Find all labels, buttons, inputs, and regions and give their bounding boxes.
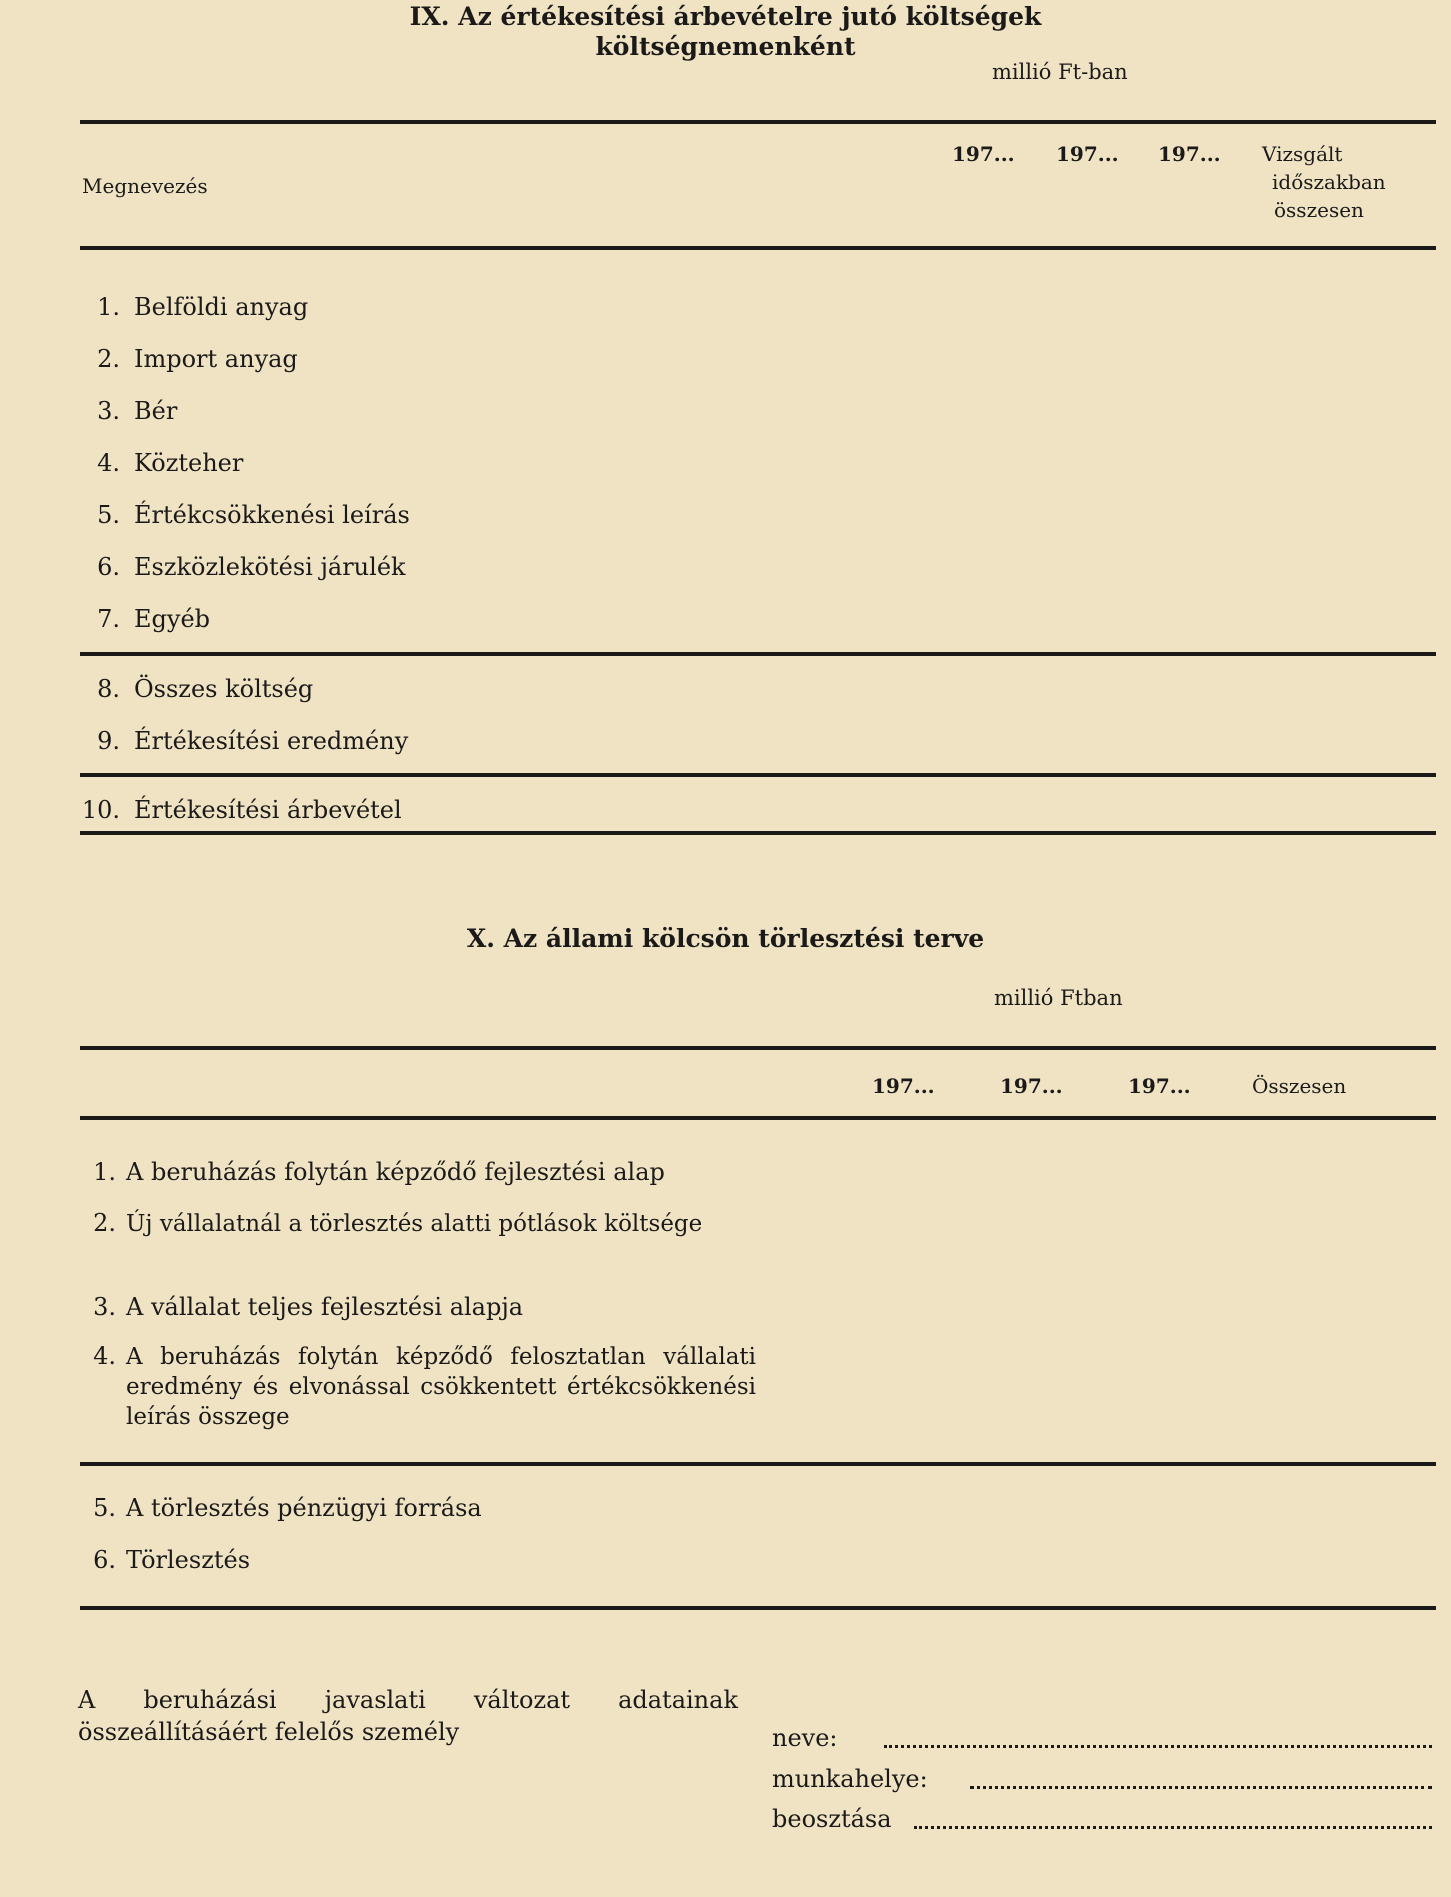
section10-unit: millió Ftban [994,986,1123,1010]
name-field[interactable] [884,1745,1432,1748]
section10-header-year3: 197... [1128,1074,1191,1098]
workplace-label: munkahelye: [772,1765,928,1793]
section10-header-total: Összesen [1252,1074,1347,1098]
section10-title: X. Az állami kölcsön törlesztési terve [466,924,985,953]
position-label: beosztása [772,1805,892,1833]
section10-header-rule [80,1116,1436,1120]
section9-header-year2: 197... [1056,142,1119,166]
section9-unit: millió Ft-ban [992,60,1128,84]
section9-top-rule [80,120,1436,124]
section9-row: 5. Értékcsökkenési leírás [97,501,410,529]
name-label: neve: [772,1724,838,1752]
section10-top-rule [80,1046,1436,1050]
section9-header-total-line1: Vizsgált [1262,142,1343,166]
section9-bottom-rule [80,831,1436,835]
section10-bottom-rule [80,1606,1436,1610]
section9-subtotal-rule [80,652,1436,656]
section9-row: 2. Import anyag [97,345,298,373]
section9-header-rule [80,246,1436,250]
section10-row: 5. A törlesztés pénzügyi forrása [93,1494,482,1522]
section9-header-total-line2: időszakban [1272,170,1386,194]
section10-row: 1. A beruházás folytán képződő fejlesztési alap [93,1158,665,1186]
section9-header-year3: 197... [1158,142,1221,166]
section10-row: 3. A vállalat teljes fejlesztési alapja [93,1293,524,1321]
section10-row: 6. Törlesztés [93,1546,251,1574]
section10-row: 4. A beruházás folytán képződő felosztatlan vállalati eredmény és elvonással csökkentett értékcsökkenési leírás összege [93,1342,756,1430]
section10-header-year1: 197... [872,1074,935,1098]
responsible-text: A beruházási javaslati változat adatainak összeállításáért felelős személy [78,1686,738,1746]
section9-row: 8. Összes költség [97,675,314,703]
section9-row: 4. Közteher [97,449,244,477]
section9-row: 10. Értékesítési árbevétel [81,796,402,824]
section9-row: 6. Eszközlekötési járulék [97,553,406,581]
section9-row: 3. Bér [97,397,178,425]
section9-row: 7. Egyéb [97,605,211,633]
workplace-field[interactable] [970,1786,1432,1789]
position-field[interactable] [914,1826,1432,1829]
section9-row: 9. Értékesítési eredmény [97,727,409,755]
section9-header-name: Megnevezés [82,174,208,198]
section9-row: 1. Belföldi anyag [97,293,309,321]
section9-header-total-line3: összesen [1274,198,1364,222]
section10-row: 2. Új vállalatnál a törlesztés alatti pótlások költsége [93,1209,703,1237]
section9-result-rule [80,773,1436,777]
section10-mid-rule [80,1462,1436,1466]
section10-header-year2: 197... [1000,1074,1063,1098]
section9-title-line1: IX. Az értékesítési árbevételre jutó költségek [409,2,1042,31]
section9-title-line2: költségnemenként [595,32,856,61]
section9-header-year1: 197... [952,142,1015,166]
